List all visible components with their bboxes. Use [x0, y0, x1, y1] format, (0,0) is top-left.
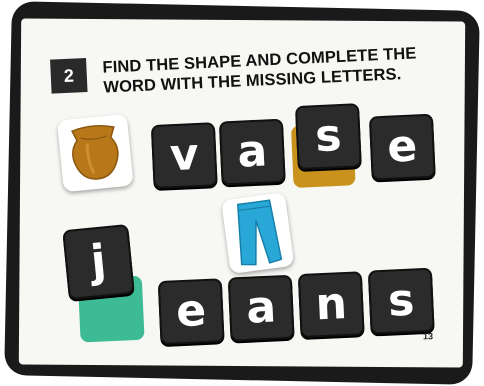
tablet-frame [4, 1, 480, 385]
page-number: 13 [422, 331, 434, 342]
letter-tile: a [228, 275, 295, 342]
letter-tile: n [298, 271, 365, 338]
instruction-text: FIND THE SHAPE AND COMPLETE THE WORD WITH THE MISSING LETTERS. [102, 44, 417, 97]
missing-letter-tile-j[interactable]: j [62, 224, 135, 300]
activity-card [19, 18, 465, 367]
step-number-badge: 2 [50, 58, 88, 94]
vase-sticker[interactable] [57, 114, 134, 192]
vase-icon [57, 114, 134, 192]
jeans-icon [221, 192, 294, 274]
letter-tile: s [368, 268, 435, 335]
letter-tile: e [369, 114, 436, 181]
letter-tile: a [219, 119, 286, 186]
letter-tile: v [151, 122, 218, 189]
missing-letter-tile-s[interactable]: s [295, 103, 362, 170]
jeans-sticker[interactable] [221, 192, 294, 274]
letter-tile: e [158, 278, 225, 345]
